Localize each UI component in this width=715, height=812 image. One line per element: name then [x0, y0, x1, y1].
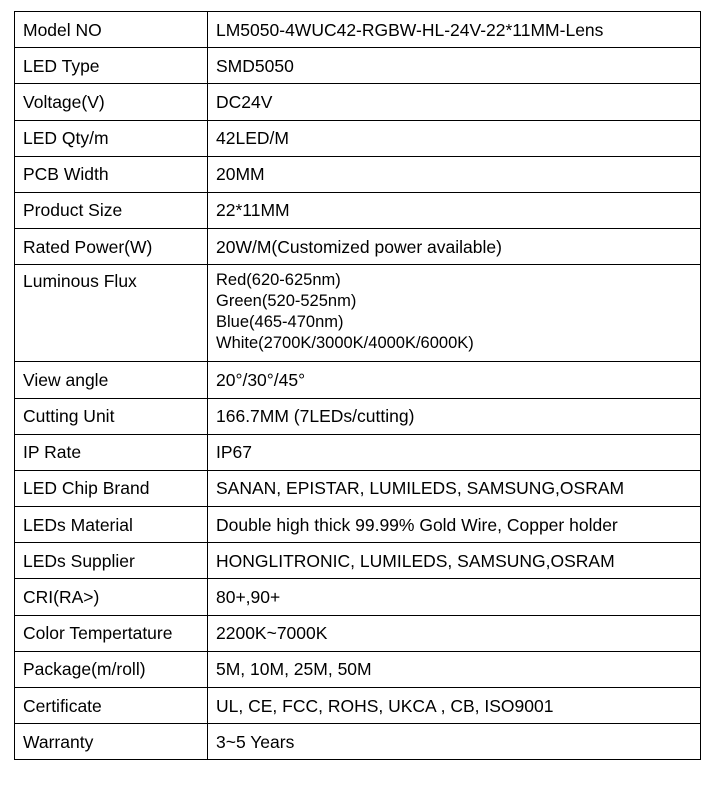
- flux-white: White(2700K/3000K/4000K/6000K): [216, 334, 474, 353]
- row-label: Warranty: [15, 724, 208, 760]
- row-label: Product Size: [15, 192, 208, 228]
- row-value: HONGLITRONIC, LUMILEDS, SAMSUNG,OSRAM: [208, 543, 701, 579]
- table-row-model-no: [15, 12, 701, 48]
- table-row-rated-power: [15, 229, 701, 265]
- table-row-view-angle: [15, 362, 701, 398]
- row-value: 80+,90+: [208, 579, 701, 615]
- row-value: UL, CE, FCC, ROHS, UKCA , CB, ISO9001: [208, 688, 701, 724]
- row-value: 2200K~7000K: [208, 615, 701, 651]
- table-row-ip-rate: [15, 434, 701, 470]
- table-row-cri: [15, 579, 701, 615]
- spec-table: [14, 11, 701, 760]
- table-row-led-qty: [15, 120, 701, 156]
- row-label: Color Tempertature: [15, 615, 208, 651]
- row-label: IP Rate: [15, 434, 208, 470]
- row-value: 166.7MM (7LEDs/cutting): [208, 398, 701, 434]
- row-label: CRI(RA>): [15, 579, 208, 615]
- row-label: LED Chip Brand: [15, 470, 208, 506]
- row-value: 20°/30°/45°: [208, 362, 701, 398]
- row-value: SANAN, EPISTAR, LUMILEDS, SAMSUNG,OSRAM: [208, 470, 701, 506]
- row-value: 5M, 10M, 25M, 50M: [208, 651, 701, 687]
- row-value: 42LED/M: [208, 120, 701, 156]
- row-label: Certificate: [15, 688, 208, 724]
- flux-blue: Blue(465-470nm): [216, 313, 344, 332]
- table-row-certificate: [15, 688, 701, 724]
- row-label: PCB Width: [15, 156, 208, 192]
- row-value: LM5050-4WUC42-RGBW-HL-24V-22*11MM-Lens: [208, 12, 701, 48]
- row-value: SMD5050: [208, 48, 701, 84]
- row-label: LED Qty/m: [15, 120, 208, 156]
- table-row-pcb-width: [15, 156, 701, 192]
- table-row-warranty: [15, 724, 701, 760]
- row-value: 22*11MM: [208, 192, 701, 228]
- table-row-leds-supplier: [15, 543, 701, 579]
- row-value: 20W/M(Customized power available): [208, 229, 701, 265]
- table-row-leds-material: [15, 507, 701, 543]
- row-value: DC24V: [208, 84, 701, 120]
- row-value: 3~5 Years: [208, 724, 701, 760]
- table-row-chip-brand: [15, 470, 701, 506]
- row-label: Luminous Flux: [15, 265, 208, 362]
- row-label: Voltage(V): [15, 84, 208, 120]
- row-label: Model NO: [15, 12, 208, 48]
- table-row-led-type: [15, 48, 701, 84]
- row-value: IP67: [208, 434, 701, 470]
- row-label: Cutting Unit: [15, 398, 208, 434]
- table-row-package: [15, 651, 701, 687]
- row-label: LEDs Supplier: [15, 543, 208, 579]
- flux-red: Red(620-625nm): [216, 271, 341, 290]
- table-row-product-size: [15, 192, 701, 228]
- row-value: 20MM: [208, 156, 701, 192]
- table-row-luminous-flux: [15, 265, 701, 362]
- flux-green: Green(520-525nm): [216, 292, 357, 311]
- table-row-voltage: [15, 84, 701, 120]
- table-row-color-temperature: [15, 615, 701, 651]
- row-label: LEDs Material: [15, 507, 208, 543]
- row-label: LED Type: [15, 48, 208, 84]
- row-label: View angle: [15, 362, 208, 398]
- row-value: [208, 265, 701, 362]
- row-label: Rated Power(W): [15, 229, 208, 265]
- row-value: Double high thick 99.99% Gold Wire, Copper holder: [208, 507, 701, 543]
- table-row-cutting-unit: [15, 398, 701, 434]
- row-label: Package(m/roll): [15, 651, 208, 687]
